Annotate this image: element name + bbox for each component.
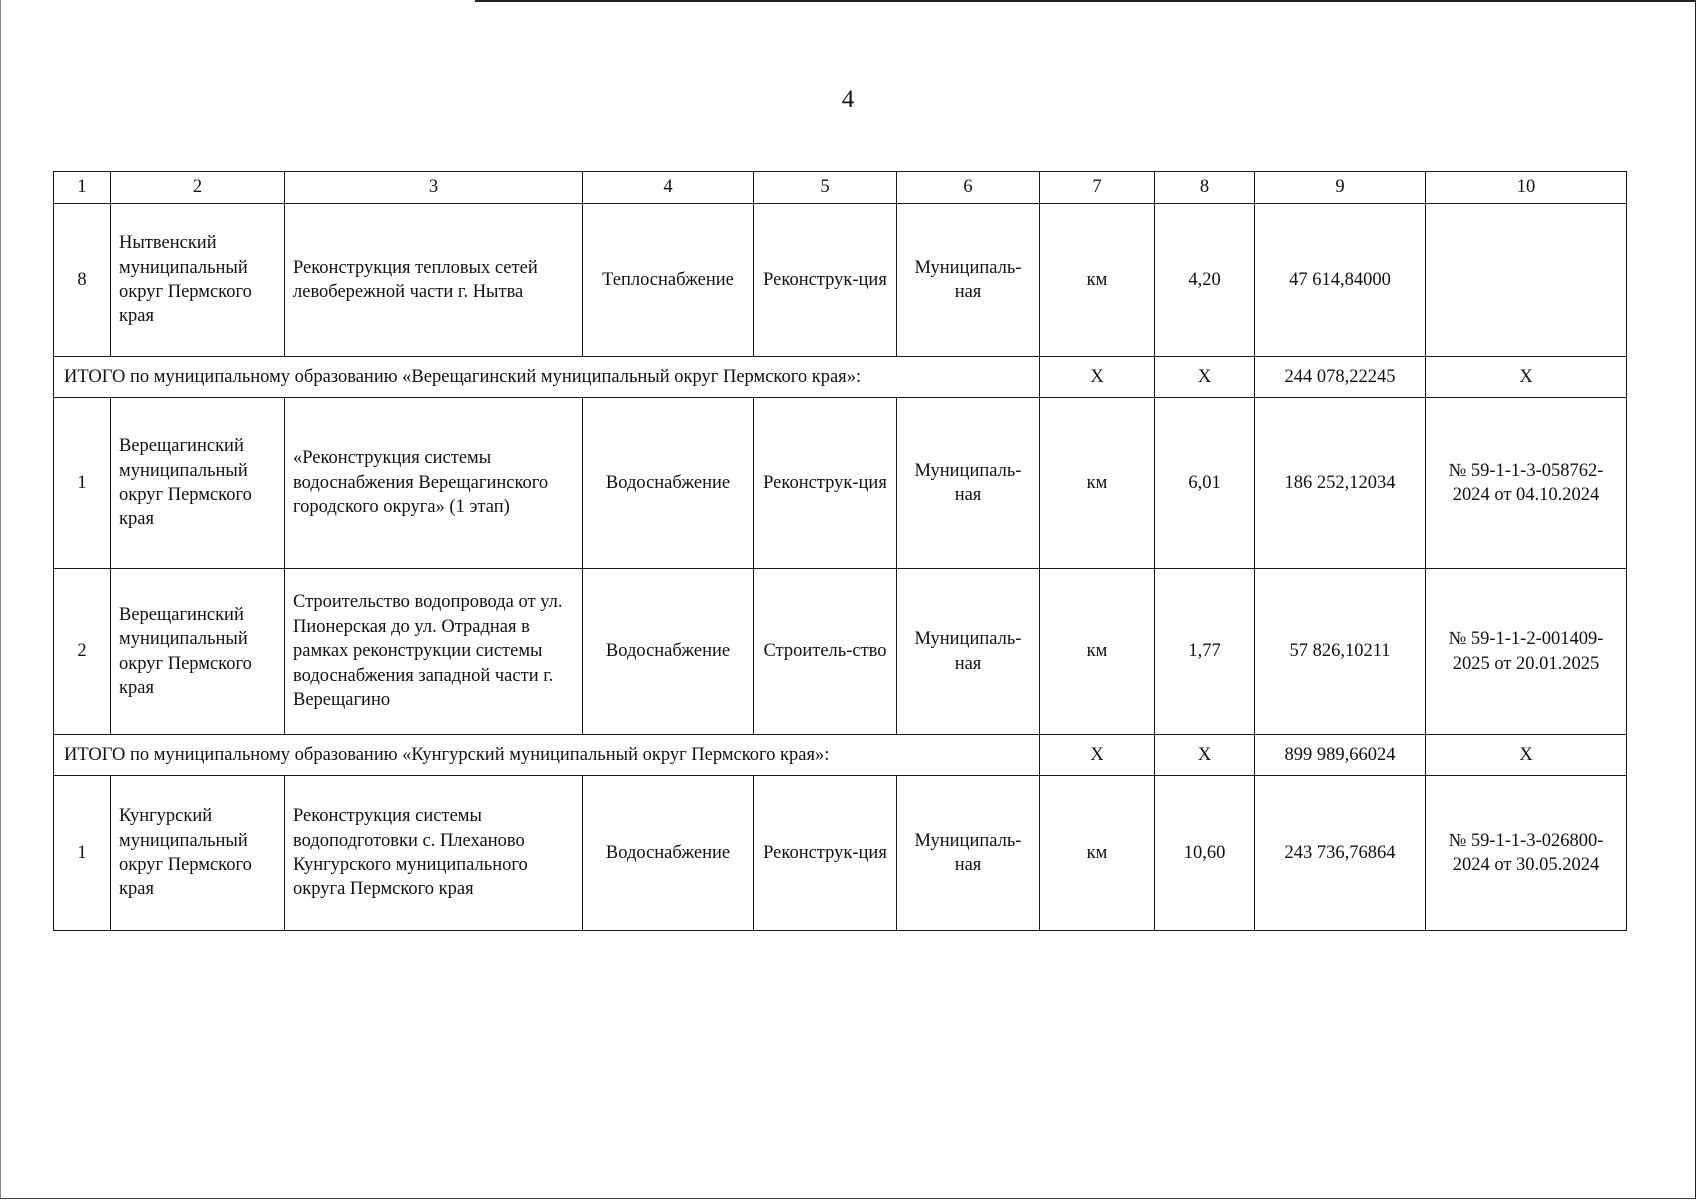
page-number: 4 [841,86,855,113]
object-name-cell: Строительство водопровода от ул. Пионерская до ул. Отрадная в рамках реконструкции системы водоснабжения западной части г. Верещагино [285,569,583,735]
table-row [54,776,1627,931]
total-col10: Х [1426,357,1627,398]
total-row [54,357,1627,398]
amount-cell: 47 614,84000 [1255,204,1426,357]
total-col7: Х [1040,735,1155,776]
unit-cell: км [1040,398,1155,569]
sphere-cell: Водоснабжение [583,569,754,735]
ownership-cell: Муниципаль-ная [897,398,1040,569]
total-row [54,735,1627,776]
document-cell: № 59-1-1-3-058762-2024 от 04.10.2024 [1426,398,1627,569]
document-cell: № 59-1-1-3-026800-2024 от 30.05.2024 [1426,776,1627,931]
municipality-cell: Верещагинский муниципальный округ Пермского края [111,398,285,569]
total-amount: 899 989,66024 [1255,735,1426,776]
document-cell [1426,204,1627,357]
table-row [54,569,1627,735]
sphere-cell: Водоснабжение [583,776,754,931]
column-number: 4 [583,172,754,204]
amount-cell: 243 736,76864 [1255,776,1426,931]
row-number: 8 [54,204,111,357]
quantity-cell: 4,20 [1155,204,1255,357]
column-number: 10 [1426,172,1627,204]
column-number: 1 [54,172,111,204]
total-label: ИТОГО по муниципальному образованию «Верещагинский муниципальный округ Пермского края»: [54,357,1040,398]
municipality-cell: Верещагинский муниципальный округ Пермского края [111,569,285,735]
total-col8: Х [1155,357,1255,398]
total-col7: Х [1040,357,1155,398]
ownership-cell: Муниципаль-ная [897,569,1040,735]
objects-table [53,171,1627,931]
quantity-cell: 10,60 [1155,776,1255,931]
quantity-cell: 1,77 [1155,569,1255,735]
work-type-cell: Строитель-ство [754,569,897,735]
row-number: 1 [54,398,111,569]
amount-cell: 57 826,10211 [1255,569,1426,735]
object-name-cell: Реконструкция тепловых сетей левобережной части г. Нытва [285,204,583,357]
row-number: 2 [54,569,111,735]
work-type-cell: Реконструк-ция [754,398,897,569]
column-number: 9 [1255,172,1426,204]
object-name-cell: Реконструкция системы водоподготовки с. Плеханово Кунгурского муниципального округа Пермского края [285,776,583,931]
total-col8: Х [1155,735,1255,776]
column-number: 6 [897,172,1040,204]
amount-cell: 186 252,12034 [1255,398,1426,569]
unit-cell: км [1040,776,1155,931]
column-number-header-row [54,172,1627,204]
column-number: 3 [285,172,583,204]
ownership-cell: Муниципаль-ная [897,204,1040,357]
object-name-cell: «Реконструкция системы водоснабжения Верещагинского городского округа» (1 этап) [285,398,583,569]
quantity-cell: 6,01 [1155,398,1255,569]
sphere-cell: Водоснабжение [583,398,754,569]
column-number: 5 [754,172,897,204]
table-row [54,398,1627,569]
work-type-cell: Реконструк-ция [754,204,897,357]
total-amount: 244 078,22245 [1255,357,1426,398]
municipality-cell: Нытвенский муниципальный округ Пермского края [111,204,285,357]
table-row [54,204,1627,357]
unit-cell: км [1040,204,1155,357]
ownership-cell: Муниципаль-ная [897,776,1040,931]
document-cell: № 59-1-1-2-001409-2025 от 20.01.2025 [1426,569,1627,735]
column-number: 7 [1040,172,1155,204]
sphere-cell: Теплоснабжение [583,204,754,357]
total-label: ИТОГО по муниципальному образованию «Кунгурский муниципальный округ Пермского края»: [54,735,1040,776]
total-col10: Х [1426,735,1627,776]
column-number: 2 [111,172,285,204]
row-number: 1 [54,776,111,931]
municipality-cell: Кунгурский муниципальный округ Пермского края [111,776,285,931]
column-number: 8 [1155,172,1255,204]
unit-cell: км [1040,569,1155,735]
work-type-cell: Реконструк-ция [754,776,897,931]
page-top-edge [475,0,1696,2]
